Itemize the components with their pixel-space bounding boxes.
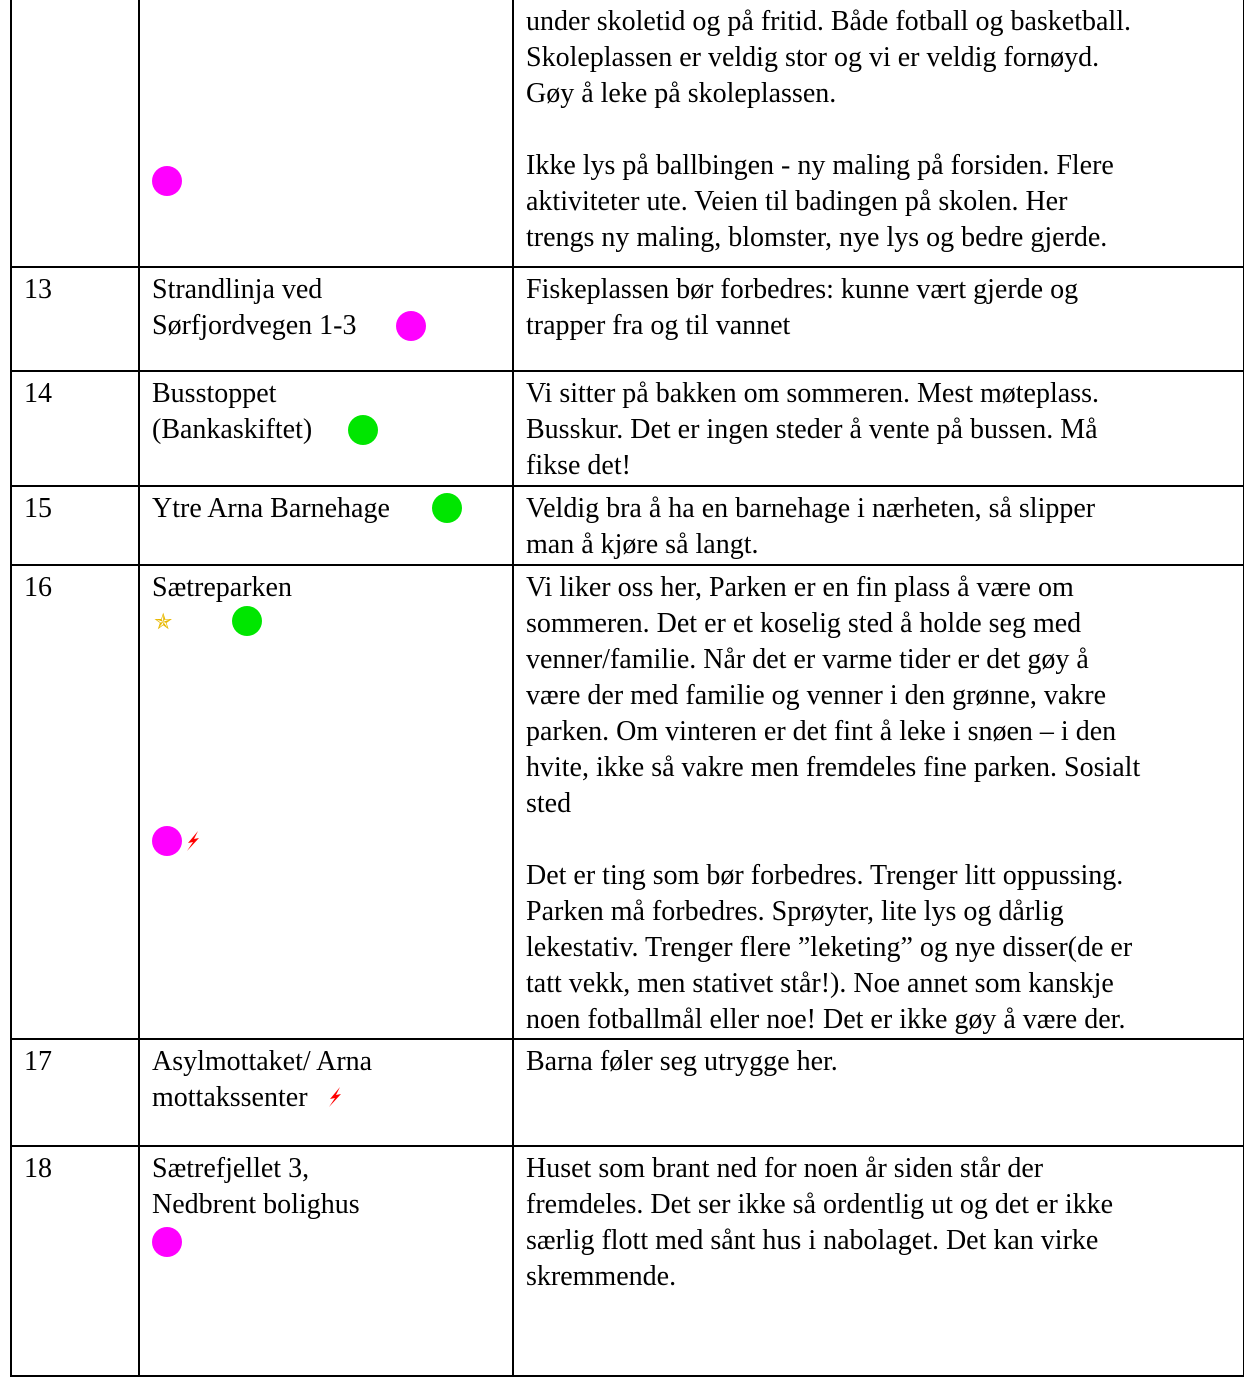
table-row: [11, 371, 1244, 486]
comment-text: Barna føler seg utrygge her.: [526, 1046, 838, 1077]
place-cell: [139, 486, 513, 565]
place-cell: [139, 0, 513, 267]
place-cell: [139, 1146, 513, 1376]
table-row: [11, 1146, 1244, 1376]
row-number: 18: [11, 1146, 139, 1376]
row-number: 16: [11, 565, 139, 1039]
table-row: [11, 0, 1244, 267]
place-name: Ytre Arna Barnehage: [152, 493, 390, 524]
lightning-icon: [184, 830, 202, 852]
comment-text: Vi sitter på bakken om sommeren. Mest møteplass. Busskur. Det er ingen steder å vente på bussen. Må fikse det!: [526, 378, 1099, 481]
comment-cell: [513, 267, 1244, 371]
table-row: [11, 565, 1244, 1039]
table-row: [11, 486, 1244, 565]
comment-text: Vi liker oss her, Parken er en fin plass å være om sommeren. Det er et koselig sted å holde seg med venner/familie. Når det er varme tider er det gøy å være der med familie og venner i den grønne, vakre parken. Om vinteren er det fint å leke i snøen – i den hvite, ikke så vakre men fremdeles fine parken. Sosialt sted: [526, 572, 1141, 819]
place-name: Asylmottaket/ Arna mottakssenter: [152, 1046, 373, 1113]
place-name: Sætreparken: [152, 572, 292, 603]
comment-text: Huset som brant ned for noen år siden står der fremdeles. Det ser ikke så ordentlig ut og det er ikke særlig flott med sånt hus i nabolaget. Det kan virke skremmende.: [526, 1153, 1114, 1292]
comment-cell: [513, 371, 1244, 486]
comment-text: under skoletid og på fritid. Både fotball og basketball. Skoleplassen er veldig stor og vi er veldig fornøyd. Gøy å leke på skoleplassen.: [526, 6, 1131, 109]
comment-text: Det er ting som bør forbedres. Trenger litt oppussing. Parken må forbedres. Sprøyter, lite lys og dårlig lekestativ. Trenger flere ”leketing” og nye disser(de er tatt vekk, men stativet står!). Noe annet som kanskje noen fotballmål eller noe! Det er ikke gøy å være der.: [526, 860, 1133, 1035]
comment-cell: [513, 565, 1244, 1039]
lightning-icon: [326, 1086, 344, 1108]
table-row: [11, 267, 1244, 371]
row-number: 17: [11, 1039, 139, 1146]
place-name: Strandlinja ved Sørfjordvegen 1-3: [152, 274, 357, 341]
row-number: 15: [11, 486, 139, 565]
comment-text: Ikke lys på ballbingen - ny maling på forsiden. Flere aktiviteter ute. Veien til badingen på skolen. Her trengs ny maling, blomster, nye lys og bedre gjerde.: [526, 150, 1114, 253]
place-name: Busstoppet (Bankaskiftet): [152, 378, 313, 445]
places-table: [10, 0, 1244, 1377]
comment-cell: [513, 1039, 1244, 1146]
pink-dot-icon: [152, 826, 182, 856]
comment-cell: [513, 1146, 1244, 1376]
place-name: Sætrefjellet 3, Nedbrent bolighus: [152, 1153, 360, 1220]
place-cell: [139, 1039, 513, 1146]
comment-text: Veldig bra å ha en barnehage i nærheten, så slipper man å kjøre så langt.: [526, 493, 1096, 560]
green-dot-icon: [232, 606, 262, 636]
green-dot-icon: [348, 415, 378, 445]
row-number: 13: [11, 267, 139, 371]
row-number: 14: [11, 371, 139, 486]
place-cell: [139, 565, 513, 1039]
comment-cell: [513, 486, 1244, 565]
comment-cell: [513, 0, 1244, 267]
star-icon: ✯: [154, 609, 173, 634]
comment-text: Fiskeplassen bør forbedres: kunne vært gjerde og trapper fra og til vannet: [526, 274, 1079, 341]
table-row: [11, 1039, 1244, 1146]
pink-dot-icon: [152, 166, 182, 196]
pink-dot-icon: [396, 311, 426, 341]
row-number: [11, 0, 139, 267]
place-cell: [139, 267, 513, 371]
place-cell: [139, 371, 513, 486]
pink-dot-icon: [152, 1227, 182, 1257]
green-dot-icon: [432, 493, 462, 523]
